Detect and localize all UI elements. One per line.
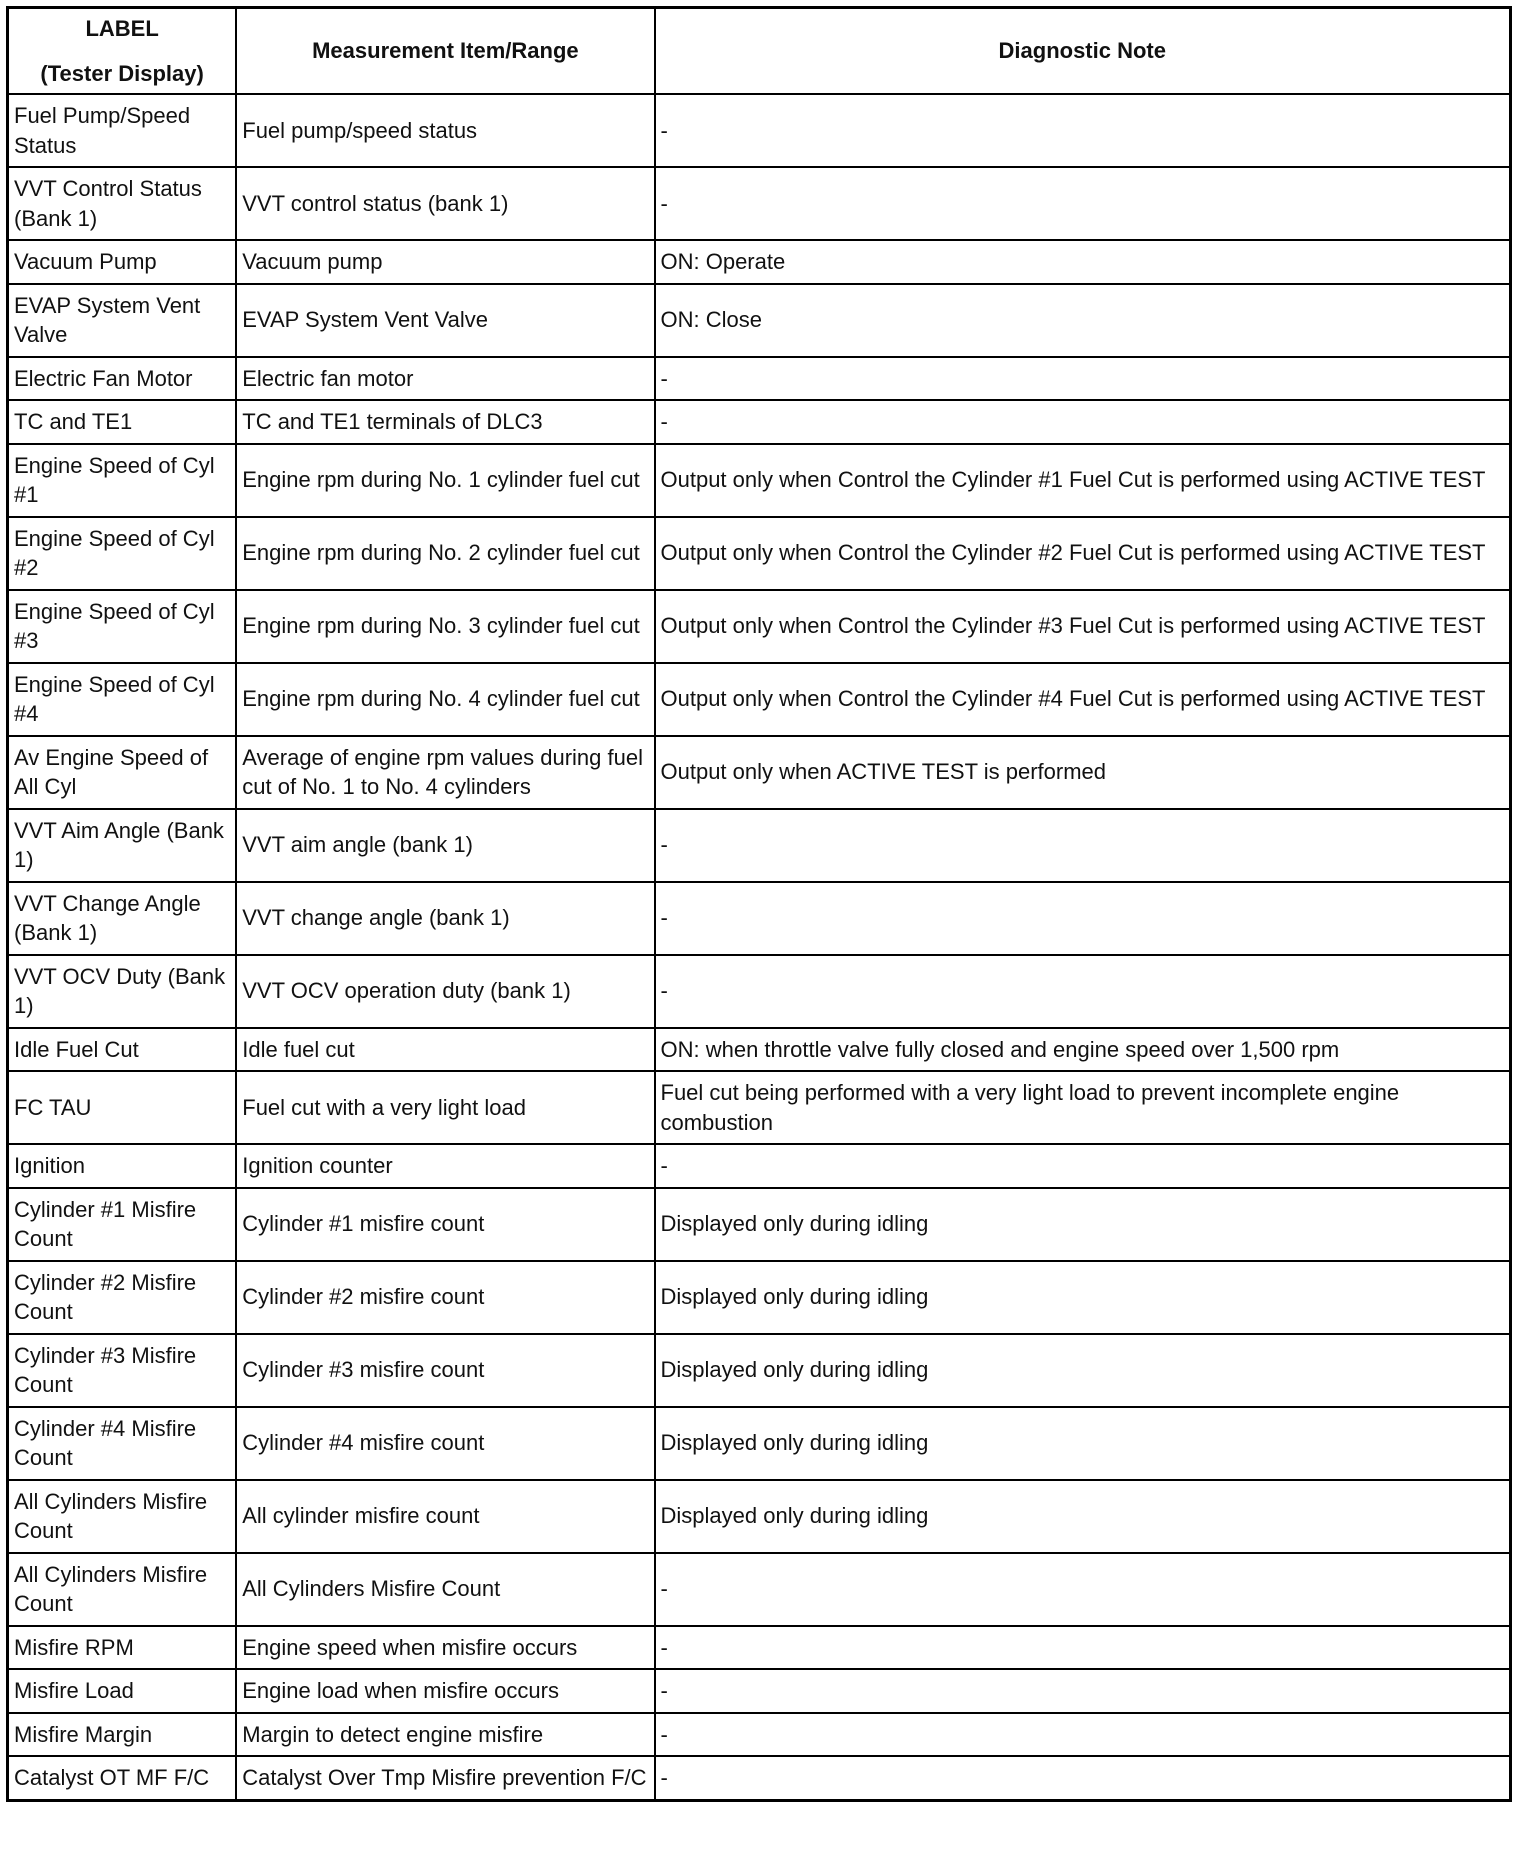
table-row	[8, 1028, 1511, 1072]
header-note: Diagnostic Note	[655, 8, 1511, 95]
label-cell: EVAP System Vent Valve	[8, 284, 237, 357]
header-label-line2: (Tester Display)	[40, 61, 204, 86]
note-cell: -	[655, 1713, 1511, 1757]
label-cell: Misfire Margin	[8, 1713, 237, 1757]
table-row	[8, 663, 1511, 736]
note-cell: -	[655, 809, 1511, 882]
measurement-cell: Engine load when misfire occurs	[236, 1669, 654, 1713]
table-row	[8, 955, 1511, 1028]
measurement-cell: Engine speed when misfire occurs	[236, 1626, 654, 1670]
label-cell: Misfire RPM	[8, 1626, 237, 1670]
note-cell: Displayed only during idling	[655, 1188, 1511, 1261]
measurement-cell: All cylinder misfire count	[236, 1480, 654, 1553]
label-cell: VVT Control Status (Bank 1)	[8, 167, 237, 240]
note-cell: -	[655, 400, 1511, 444]
label-cell: Idle Fuel Cut	[8, 1028, 237, 1072]
label-cell: Cylinder #3 Misfire Count	[8, 1334, 237, 1407]
measurement-cell: All Cylinders Misfire Count	[236, 1553, 654, 1626]
label-cell: VVT Aim Angle (Bank 1)	[8, 809, 237, 882]
measurement-cell: Catalyst Over Tmp Misfire prevention F/C	[236, 1756, 654, 1800]
measurement-cell: Fuel pump/speed status	[236, 94, 654, 167]
note-cell: ON: when throttle valve fully closed and engine speed over 1,500 rpm	[655, 1028, 1511, 1072]
measurement-cell: Cylinder #4 misfire count	[236, 1407, 654, 1480]
measurement-cell: Vacuum pump	[236, 240, 654, 284]
measurement-cell: Engine rpm during No. 3 cylinder fuel cut	[236, 590, 654, 663]
measurement-cell: Idle fuel cut	[236, 1028, 654, 1072]
label-cell: Engine Speed of Cyl #3	[8, 590, 237, 663]
measurement-cell: Ignition counter	[236, 1144, 654, 1188]
note-cell: Output only when Control the Cylinder #2 Fuel Cut is performed using ACTIVE TEST	[655, 517, 1511, 590]
table-row	[8, 444, 1511, 517]
measurement-cell: EVAP System Vent Valve	[236, 284, 654, 357]
note-cell: -	[655, 955, 1511, 1028]
note-cell: Displayed only during idling	[655, 1261, 1511, 1334]
measurement-cell: VVT change angle (bank 1)	[236, 882, 654, 955]
label-cell: Cylinder #2 Misfire Count	[8, 1261, 237, 1334]
measurement-cell: Cylinder #1 misfire count	[236, 1188, 654, 1261]
table-row	[8, 590, 1511, 663]
measurement-cell: Average of engine rpm values during fuel cut of No. 1 to No. 4 cylinders	[236, 736, 654, 809]
measurement-cell: Electric fan motor	[236, 357, 654, 401]
label-cell: VVT Change Angle (Bank 1)	[8, 882, 237, 955]
note-cell: -	[655, 1669, 1511, 1713]
table-row	[8, 1334, 1511, 1407]
table-row	[8, 809, 1511, 882]
note-cell: -	[655, 1626, 1511, 1670]
label-cell: VVT OCV Duty (Bank 1)	[8, 955, 237, 1028]
label-cell: Engine Speed of Cyl #2	[8, 517, 237, 590]
data-list-table	[6, 6, 1512, 1802]
header-label-line1: LABEL	[85, 15, 159, 41]
table-row	[8, 1144, 1511, 1188]
label-cell: Electric Fan Motor	[8, 357, 237, 401]
header-measurement: Measurement Item/Range	[236, 8, 654, 95]
measurement-cell: Engine rpm during No. 2 cylinder fuel cut	[236, 517, 654, 590]
note-cell: -	[655, 1553, 1511, 1626]
table-row	[8, 517, 1511, 590]
table-row	[8, 1669, 1511, 1713]
table-row	[8, 1756, 1511, 1800]
table-row	[8, 240, 1511, 284]
label-cell: All Cylinders Misfire Count	[8, 1480, 237, 1553]
note-cell: Output only when ACTIVE TEST is performed	[655, 736, 1511, 809]
label-cell: Misfire Load	[8, 1669, 237, 1713]
measurement-cell: TC and TE1 terminals of DLC3	[236, 400, 654, 444]
table-row	[8, 284, 1511, 357]
note-cell: -	[655, 357, 1511, 401]
note-cell: Displayed only during idling	[655, 1480, 1511, 1553]
note-cell: Displayed only during idling	[655, 1407, 1511, 1480]
label-cell: Av Engine Speed of All Cyl	[8, 736, 237, 809]
label-cell: Vacuum Pump	[8, 240, 237, 284]
measurement-cell: Engine rpm during No. 4 cylinder fuel cut	[236, 663, 654, 736]
table-row	[8, 357, 1511, 401]
table-row	[8, 1261, 1511, 1334]
note-cell: -	[655, 94, 1511, 167]
label-cell: Cylinder #4 Misfire Count	[8, 1407, 237, 1480]
table-row	[8, 736, 1511, 809]
table-row	[8, 94, 1511, 167]
measurement-cell: Fuel cut with a very light load	[236, 1071, 654, 1144]
note-cell: ON: Close	[655, 284, 1511, 357]
note-cell: -	[655, 1144, 1511, 1188]
note-cell: Output only when Control the Cylinder #3 Fuel Cut is performed using ACTIVE TEST	[655, 590, 1511, 663]
note-cell: Displayed only during idling	[655, 1334, 1511, 1407]
table-row	[8, 167, 1511, 240]
note-cell: Output only when Control the Cylinder #1 Fuel Cut is performed using ACTIVE TEST	[655, 444, 1511, 517]
measurement-cell: VVT aim angle (bank 1)	[236, 809, 654, 882]
table-row	[8, 400, 1511, 444]
header-row	[8, 8, 1511, 95]
table-row	[8, 1407, 1511, 1480]
table-row	[8, 1553, 1511, 1626]
note-cell: Fuel cut being performed with a very light load to prevent incomplete engine combustion	[655, 1071, 1511, 1144]
label-cell: Ignition	[8, 1144, 237, 1188]
label-cell: FC TAU	[8, 1071, 237, 1144]
note-cell: Output only when Control the Cylinder #4 Fuel Cut is performed using ACTIVE TEST	[655, 663, 1511, 736]
label-cell: Fuel Pump/Speed Status	[8, 94, 237, 167]
table-row	[8, 882, 1511, 955]
measurement-cell: VVT OCV operation duty (bank 1)	[236, 955, 654, 1028]
table-row	[8, 1480, 1511, 1553]
label-cell: TC and TE1	[8, 400, 237, 444]
table-row	[8, 1071, 1511, 1144]
label-cell: Cylinder #1 Misfire Count	[8, 1188, 237, 1261]
label-cell: Engine Speed of Cyl #1	[8, 444, 237, 517]
table-row	[8, 1626, 1511, 1670]
note-cell: -	[655, 167, 1511, 240]
measurement-cell: Cylinder #3 misfire count	[236, 1334, 654, 1407]
note-cell: -	[655, 1756, 1511, 1800]
measurement-cell: Margin to detect engine misfire	[236, 1713, 654, 1757]
note-cell: ON: Operate	[655, 240, 1511, 284]
label-cell: Catalyst OT MF F/C	[8, 1756, 237, 1800]
label-cell: All Cylinders Misfire Count	[8, 1553, 237, 1626]
note-cell: -	[655, 882, 1511, 955]
measurement-cell: VVT control status (bank 1)	[236, 167, 654, 240]
measurement-cell: Engine rpm during No. 1 cylinder fuel cut	[236, 444, 654, 517]
label-cell: Engine Speed of Cyl #4	[8, 663, 237, 736]
table-row	[8, 1713, 1511, 1757]
header-label	[8, 8, 237, 95]
table-row	[8, 1188, 1511, 1261]
measurement-cell: Cylinder #2 misfire count	[236, 1261, 654, 1334]
